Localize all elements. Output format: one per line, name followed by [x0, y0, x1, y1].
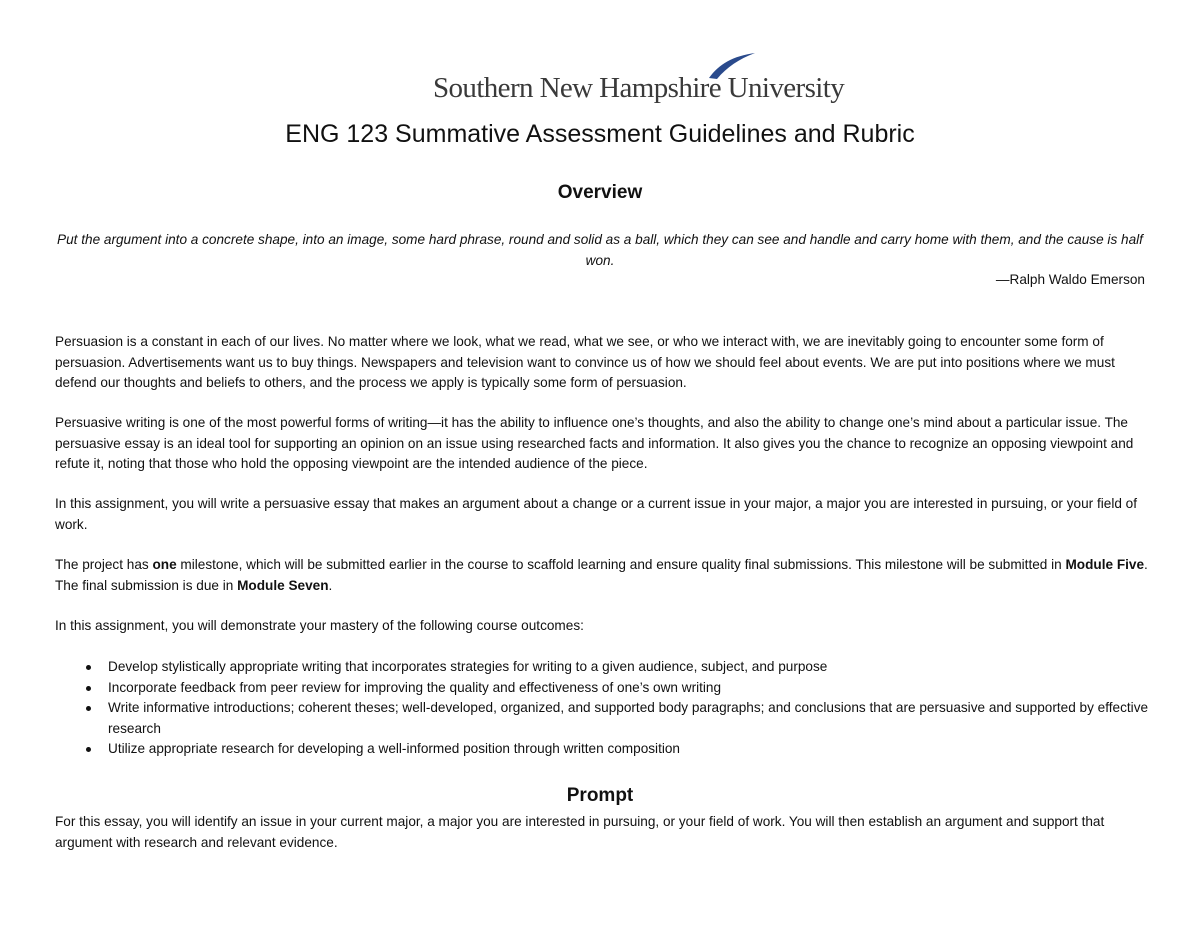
paragraph-prompt: For this essay, you will identify an issue in your current major, a major you are interested in pursuing, or your field of work. You will then establish an argument and support that argument with research and relevant evidence.	[55, 814, 1105, 850]
bullet-icon	[86, 747, 91, 752]
bullet-icon	[86, 686, 91, 691]
milestone-text-3: . The final submission is due in	[55, 557, 1148, 593]
logo-text: Southern New Hampshire University	[433, 72, 845, 104]
paragraph-milestones	[55, 555, 1150, 596]
list-item	[55, 698, 1150, 739]
milestone-module: Module Five	[1065, 557, 1145, 572]
list-item	[55, 678, 1150, 699]
paragraph-outcomes-intro: In this assignment, you will demonstrate your mastery of the following course outcomes:	[55, 618, 584, 633]
milestone-text-1: The project has	[55, 557, 153, 572]
milestone-text-4: .	[328, 577, 333, 593]
list-item	[55, 739, 1150, 760]
bullet-icon	[86, 665, 91, 670]
milestone-count: one	[152, 557, 177, 572]
quote-attribution: —Ralph Waldo Emerson	[995, 272, 1145, 287]
final-module: Module Seven	[237, 577, 329, 593]
paragraph-persuasion: Persuasion is a constant in each of our lives. No matter where we look, what we read, what we see, or who we interact with, we are inevitably going to encounter some form of persuasion. Advertisements want us to buy things. Newspapers and television want to convince us of how we should feel about events. We are put into positions where we must defend our thoughts and beliefs to others, and the process we apply is typically some form of persuasion.	[55, 334, 1115, 390]
outcome-text: Develop stylistically appropriate writing that incorporates strategies for writing to a given audience, subject, and purpose	[108, 659, 828, 674]
epigraph-quote: Put the argument into a concrete shape, into an image, some hard phrase, round and solid as a ball, which they can see and handle and carry home with them, and the cause is half won.	[57, 232, 1143, 268]
overview-heading: Overview	[557, 182, 643, 203]
course-outcomes-list	[55, 657, 1150, 760]
university-logo	[433, 50, 845, 110]
paragraph-persuasive-writing: Persuasive writing is one of the most powerful forms of writing—it has the ability to influence one’s thoughts, and also the ability to change one’s mind about a particular issue. The persuasive essay is an ideal tool for supporting an opinion on an issue using researched facts and information. It also gives you the chance to recognize an opposing viewpoint and refute it, noting that those who hold the opposing viewpoint are the intended audience of the piece.	[55, 415, 1134, 471]
outcome-text: Utilize appropriate research for developing a well-informed position through written composition	[108, 741, 680, 756]
document-title: ENG 123 Summative Assessment Guidelines and Rubric	[285, 120, 915, 148]
outcome-text: Incorporate feedback from peer review for improving the quality and effectiveness of one’s own writing	[108, 679, 722, 695]
outcome-text: Write informative introductions; coherent theses; well-developed, organized, and supported body paragraphs; and conclusions that are persuasive and supported by effective research	[108, 700, 1149, 736]
prompt-heading: Prompt	[566, 785, 634, 806]
milestone-text-2: milestone, which will be submitted earlier in the course to scaffold learning and ensure quality final submissions. This milestone will be submitted in	[176, 557, 1066, 572]
paragraph-assignment: In this assignment, you will write a persuasive essay that makes an argument about a change or a current issue in your major, a major you are interested in pursuing, or your field of work.	[55, 496, 1138, 532]
bullet-icon	[86, 706, 91, 711]
list-item	[55, 657, 1150, 678]
